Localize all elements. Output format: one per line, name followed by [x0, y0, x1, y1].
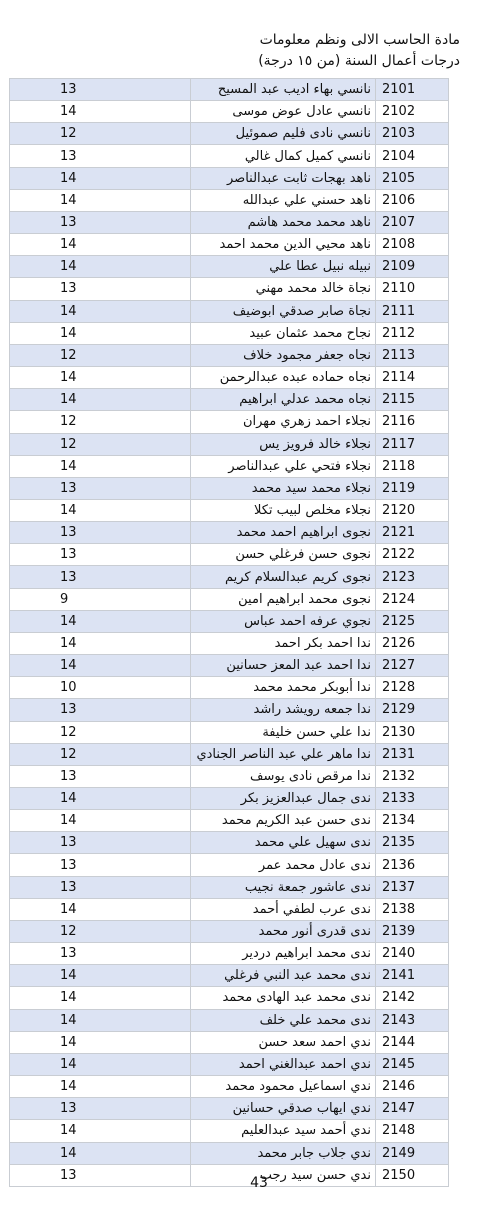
student-name-cell: نجوي عرفه احمد عباس — [191, 610, 376, 632]
student-name-cell: ندا احمد بكر احمد — [191, 632, 376, 654]
student-id-cell: 2145 — [376, 1053, 449, 1075]
student-name-cell: ندى محمد عبد النبي فرغلي — [191, 965, 376, 987]
student-id-cell: 2137 — [376, 876, 449, 898]
table-row — [10, 189, 449, 211]
student-name-cell: نجلاء احمد زهري مهران — [191, 411, 376, 433]
student-name-cell: نجوى حسن فرغلي حسن — [191, 544, 376, 566]
grade-cell: 13 — [10, 211, 191, 233]
table-row — [10, 788, 449, 810]
student-id-cell: 2122 — [376, 544, 449, 566]
student-name-cell: نبيله نبيل عطا علي — [191, 256, 376, 278]
table-row — [10, 167, 449, 189]
grade-cell: 14 — [10, 610, 191, 632]
student-id-cell: 2108 — [376, 234, 449, 256]
student-id-cell: 2127 — [376, 655, 449, 677]
grade-cell: 14 — [10, 189, 191, 211]
table-row — [10, 411, 449, 433]
student-id-cell: 2113 — [376, 344, 449, 366]
table-row — [10, 1076, 449, 1098]
student-id-cell: 2131 — [376, 743, 449, 765]
student-id-cell: 2118 — [376, 455, 449, 477]
table-row — [10, 544, 449, 566]
grade-cell: 13 — [10, 145, 191, 167]
table-row — [10, 256, 449, 278]
student-name-cell: ندي ايهاب صدقي حسانين — [191, 1098, 376, 1120]
student-id-cell: 2126 — [376, 632, 449, 654]
grade-cell: 14 — [10, 367, 191, 389]
student-name-cell: ندا جمعه رويشد راشد — [191, 699, 376, 721]
student-id-cell: 2106 — [376, 189, 449, 211]
table-row — [10, 477, 449, 499]
table-row — [10, 765, 449, 787]
student-name-cell: نجلاء محمد سيد محمد — [191, 477, 376, 499]
grade-cell: 12 — [10, 920, 191, 942]
student-name-cell: نانسي كميل كمال غالي — [191, 145, 376, 167]
student-id-cell: 2116 — [376, 411, 449, 433]
student-name-cell: ندي جلاب جابر محمد — [191, 1142, 376, 1164]
student-id-cell: 2149 — [376, 1142, 449, 1164]
table-row — [10, 610, 449, 632]
grade-cell: 13 — [10, 943, 191, 965]
student-id-cell: 2132 — [376, 765, 449, 787]
table-row — [10, 1031, 449, 1053]
student-id-cell: 2125 — [376, 610, 449, 632]
student-name-cell: نجوى كريم عبدالسلام كريم — [191, 566, 376, 588]
student-name-cell: نجاه محمد عدلي ابراهيم — [191, 389, 376, 411]
table-row — [10, 810, 449, 832]
grade-cell: 12 — [10, 721, 191, 743]
student-id-cell: 2120 — [376, 499, 449, 521]
student-name-cell: ندا أبوبكر محمد محمد — [191, 677, 376, 699]
grade-cell: 14 — [10, 1009, 191, 1031]
student-name-cell: نجاه حماده عبده عبدالرحمن — [191, 367, 376, 389]
grade-cell: 14 — [10, 234, 191, 256]
student-id-cell: 2143 — [376, 1009, 449, 1031]
student-name-cell: نجاة صابر صدقي ابوضيف — [191, 300, 376, 322]
grade-cell: 13 — [10, 522, 191, 544]
student-id-cell: 2147 — [376, 1098, 449, 1120]
student-name-cell: نجوى محمد ابراهيم امين — [191, 588, 376, 610]
student-name-cell: نجلاء مخلص لبيب تكلا — [191, 499, 376, 521]
student-name-cell: نجلاء فتحي علي عبدالناصر — [191, 455, 376, 477]
student-id-cell: 2119 — [376, 477, 449, 499]
student-id-cell: 2138 — [376, 898, 449, 920]
grade-cell: 13 — [10, 876, 191, 898]
grade-cell: 10 — [10, 677, 191, 699]
student-name-cell: ندى عاشور جمعة نجيب — [191, 876, 376, 898]
table-row — [10, 211, 449, 233]
student-name-cell: ندا علي حسن خليفة — [191, 721, 376, 743]
student-id-cell: 2144 — [376, 1031, 449, 1053]
student-name-cell: ندي احمد سعد حسن — [191, 1031, 376, 1053]
student-id-cell: 2130 — [376, 721, 449, 743]
table-row — [10, 854, 449, 876]
student-name-cell: ندى قدرى أنور محمد — [191, 920, 376, 942]
grade-cell: 12 — [10, 344, 191, 366]
grade-cell: 14 — [10, 389, 191, 411]
grade-cell: 14 — [10, 101, 191, 123]
grade-cell: 13 — [10, 477, 191, 499]
student-name-cell: ندى عرب لطفي أحمد — [191, 898, 376, 920]
student-name-cell: ندا مرقص نادى يوسف — [191, 765, 376, 787]
student-name-cell: ندى محمد عبد الهادى محمد — [191, 987, 376, 1009]
grade-cell: 14 — [10, 987, 191, 1009]
grade-cell: 12 — [10, 433, 191, 455]
grade-cell: 14 — [10, 256, 191, 278]
table-row — [10, 389, 449, 411]
student-name-cell: ندى حسن عبد الكريم محمد — [191, 810, 376, 832]
student-id-cell: 2115 — [376, 389, 449, 411]
student-id-cell: 2140 — [376, 943, 449, 965]
table-row — [10, 322, 449, 344]
table-row — [10, 1053, 449, 1075]
table-row — [10, 367, 449, 389]
student-name-cell: نجلاء خالد فرويز يس — [191, 433, 376, 455]
grade-cell: 13 — [10, 544, 191, 566]
grade-cell: 13 — [10, 832, 191, 854]
table-row — [10, 1120, 449, 1142]
grade-cell: 14 — [10, 300, 191, 322]
table-row — [10, 655, 449, 677]
student-name-cell: ندي أحمد سيد عبدالعليم — [191, 1120, 376, 1142]
student-name-cell: ندا احمد عبد المعز حسانين — [191, 655, 376, 677]
student-name-cell: ندى محمد ابراهيم دردير — [191, 943, 376, 965]
grade-cell: 14 — [10, 322, 191, 344]
student-id-cell: 2104 — [376, 145, 449, 167]
student-name-cell: نجوى ابراهيم احمد محمد — [191, 522, 376, 544]
student-id-cell: 2101 — [376, 79, 449, 101]
student-id-cell: 2150 — [376, 1164, 449, 1186]
student-id-cell: 2105 — [376, 167, 449, 189]
student-id-cell: 2142 — [376, 987, 449, 1009]
student-id-cell: 2136 — [376, 854, 449, 876]
grade-cell: 14 — [10, 788, 191, 810]
table-row — [10, 743, 449, 765]
table-row — [10, 987, 449, 1009]
table-row — [10, 522, 449, 544]
grade-cell: 9 — [10, 588, 191, 610]
student-name-cell: ندي احمد عبدالغني احمد — [191, 1053, 376, 1075]
student-id-cell: 2124 — [376, 588, 449, 610]
student-name-cell: نانسي نادى فليم صموئيل — [191, 123, 376, 145]
grades-subtitle: درجات أعمال السنة (من ١٥ درجة) — [258, 53, 460, 69]
table-row — [10, 300, 449, 322]
student-name-cell: ندي حسن سيد رجب — [191, 1164, 376, 1186]
table-row — [10, 632, 449, 654]
subject-title: مادة الحاسب الالى ونظم معلومات — [259, 32, 460, 48]
grade-cell: 14 — [10, 1120, 191, 1142]
student-id-cell: 2123 — [376, 566, 449, 588]
student-name-cell: ندى عادل محمد عمر — [191, 854, 376, 876]
grade-cell: 14 — [10, 1142, 191, 1164]
student-id-cell: 2133 — [376, 788, 449, 810]
table-row — [10, 832, 449, 854]
grade-cell: 14 — [10, 898, 191, 920]
table-row — [10, 344, 449, 366]
student-name-cell: نانسي عادل عوض موسى — [191, 101, 376, 123]
table-row — [10, 145, 449, 167]
grade-cell: 13 — [10, 765, 191, 787]
student-id-cell: 2102 — [376, 101, 449, 123]
table-row — [10, 588, 449, 610]
table-row — [10, 1009, 449, 1031]
grade-cell: 12 — [10, 123, 191, 145]
student-name-cell: نانسي بهاء اديب عبد المسيح — [191, 79, 376, 101]
student-name-cell: ناهد بهجات ثابت عبدالناصر — [191, 167, 376, 189]
table-row — [10, 79, 449, 101]
grade-cell: 13 — [10, 699, 191, 721]
student-name-cell: نجاة خالد محمد مهني — [191, 278, 376, 300]
table-row — [10, 123, 449, 145]
student-id-cell: 2134 — [376, 810, 449, 832]
student-id-cell: 2103 — [376, 123, 449, 145]
table-row — [10, 699, 449, 721]
grade-cell: 14 — [10, 632, 191, 654]
student-id-cell: 2114 — [376, 367, 449, 389]
table-row — [10, 455, 449, 477]
grade-cell: 13 — [10, 566, 191, 588]
grade-cell: 12 — [10, 743, 191, 765]
student-id-cell: 2107 — [376, 211, 449, 233]
grade-cell: 13 — [10, 278, 191, 300]
student-id-cell: 2111 — [376, 300, 449, 322]
student-id-cell: 2121 — [376, 522, 449, 544]
student-id-cell: 2110 — [376, 278, 449, 300]
table-row — [10, 965, 449, 987]
grade-cell: 14 — [10, 810, 191, 832]
student-id-cell: 2148 — [376, 1120, 449, 1142]
student-name-cell: ناهد حسني علي عبدالله — [191, 189, 376, 211]
grade-cell: 14 — [10, 1076, 191, 1098]
grade-cell: 12 — [10, 411, 191, 433]
student-name-cell: نجاح محمد عثمان عبيد — [191, 322, 376, 344]
student-name-cell: ندى محمد علي خلف — [191, 1009, 376, 1031]
grade-cell: 14 — [10, 167, 191, 189]
grade-cell: 14 — [10, 965, 191, 987]
table-row — [10, 1098, 449, 1120]
table-row — [10, 278, 449, 300]
table-row — [10, 1142, 449, 1164]
student-id-cell: 2129 — [376, 699, 449, 721]
table-row — [10, 721, 449, 743]
table-row — [10, 234, 449, 256]
grade-cell: 13 — [10, 1098, 191, 1120]
table-row — [10, 566, 449, 588]
table-row — [10, 677, 449, 699]
student-name-cell: ناهد محمد محمد هاشم — [191, 211, 376, 233]
grade-cell: 14 — [10, 1053, 191, 1075]
grade-cell: 14 — [10, 499, 191, 521]
student-name-cell: ندا ماهر علي عبد الناصر الجنادي — [191, 743, 376, 765]
student-name-cell: ناهد محيي الدين محمد احمد — [191, 234, 376, 256]
grade-cell: 13 — [10, 854, 191, 876]
table-row — [10, 943, 449, 965]
student-name-cell: ندى سهيل علي محمد — [191, 832, 376, 854]
table-row — [10, 499, 449, 521]
student-id-cell: 2109 — [376, 256, 449, 278]
table-row — [10, 101, 449, 123]
table-row — [10, 898, 449, 920]
grade-cell: 14 — [10, 1031, 191, 1053]
student-id-cell: 2112 — [376, 322, 449, 344]
table-row — [10, 433, 449, 455]
student-id-cell: 2141 — [376, 965, 449, 987]
grade-cell: 13 — [10, 1164, 191, 1186]
student-id-cell: 2146 — [376, 1076, 449, 1098]
student-id-cell: 2117 — [376, 433, 449, 455]
document-header — [20, 30, 460, 72]
table-row — [10, 920, 449, 942]
student-name-cell: نجاه جعفر مجمود خلاف — [191, 344, 376, 366]
student-id-cell: 2139 — [376, 920, 449, 942]
student-id-cell: 2128 — [376, 677, 449, 699]
grade-cell: 14 — [10, 455, 191, 477]
student-name-cell: ندي اسماعيل محمود محمد — [191, 1076, 376, 1098]
grade-cell: 14 — [10, 655, 191, 677]
page-number: 43 — [250, 1175, 268, 1191]
grades-table — [9, 78, 449, 1187]
table-row — [10, 876, 449, 898]
grade-cell: 13 — [10, 79, 191, 101]
grades-table-body — [10, 79, 449, 1187]
student-id-cell: 2135 — [376, 832, 449, 854]
student-name-cell: ندى جمال عبدالعزيز بكر — [191, 788, 376, 810]
